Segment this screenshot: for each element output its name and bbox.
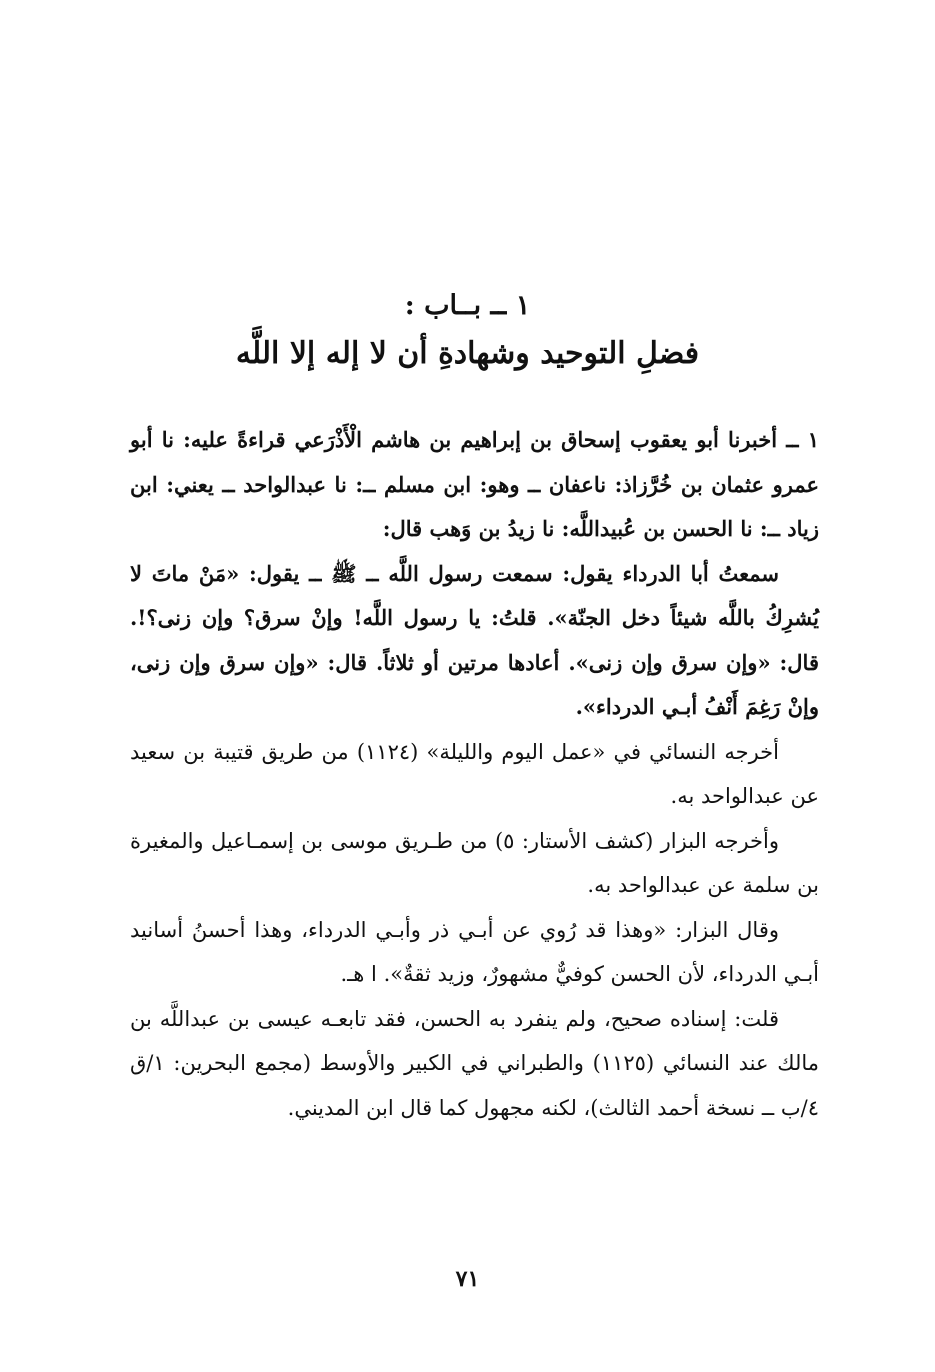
body-text (130, 418, 819, 1130)
takhrij-paragraph: أخرجه النسائي في «عمل اليوم والليلة» (١١٢٤) من طريق قتيبة بن سعيد عن عبدالواحد به. (130, 739, 819, 808)
commentary-paragraph: قلت: إسناده صحيح، ولم ينفرد به الحسن، فقد تابعـه عيسى بن عبداللَّه بن مالك عند النسائي (١١٢٥) والطبراني في الكبير والأوسط (مجمع البحرين: ١/ق ٤/ب ــ نسخة أحمد الثالث)، لكنه مجهول كما قال ابن المديني. (130, 1006, 819, 1120)
commentary-paragraph: وقال البزار: «وهذا قد رُوي عن أبـي ذر وأبـي الدرداء، وهذا أحسنُ أسانيد أبـي الدرداء، لأن الحسن كوفيٌّ مشهورٌ، وزيد ثقةٌ». ا هـ. (130, 917, 819, 986)
chapter-title: فضلِ التوحيد وشهادةِ أن لا إله إلا اللَّه (235, 336, 700, 371)
takhrij-paragraph: وأخرجه البزار (كشف الأستار: ٥) من طـريق موسى بن إسمـاعيل والمغيرة بن سلمة عن عبدالواحد به. (130, 828, 819, 897)
page-number: ٧١ (455, 1266, 480, 1292)
chapter-number: ١ ــ بــاب : (404, 290, 531, 321)
hadith-matn-paragraph: سمعتُ أبا الدرداء يقول: سمعت رسول اللَّه ــ ﷺ ــ يقول: «مَنْ ماتَ لا يُشرِكُ باللَّه شيئاً دخل الجنّة». قلتُ: يا رسول اللَّه! وإنْ سرق؟ وإن زنى؟!. قال: «وإن سرق وإن زنى». أعادها مرتين أو ثلاثاً. قال: «وإن سرق وإن زنى، وإنْ رَغِمَ أَنْفُ أبـي الدرداء». (130, 560, 819, 719)
hadith-isnad-paragraph: ١ ــ أخبرنا أبو يعقوب إسحاق بن إبراهيم بن هاشم الْأَذْرَعي قراءةً عليه: نا أبو عمرو عثمان بن خُرَّزاذ: ناعفان ــ وهو: ابن مسلم ــ: نا عبدالواحد ــ يعني: ابن زياد ــ: نا الحسن بن عُبيداللَّه: نا زيدُ بن وَهب قال: (130, 427, 819, 541)
